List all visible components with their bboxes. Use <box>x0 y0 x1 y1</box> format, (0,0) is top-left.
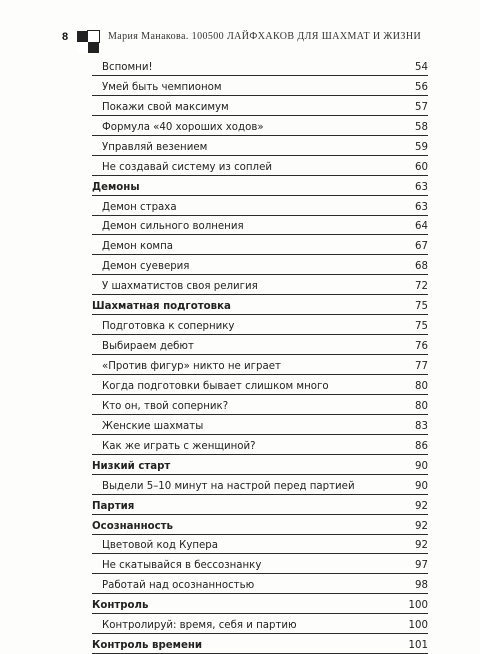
toc-entry-page: 58 <box>415 121 428 133</box>
toc-section-row <box>92 355 428 375</box>
toc-section-row <box>92 335 428 355</box>
toc-section-row <box>92 554 428 574</box>
toc-chapter-row <box>92 594 428 614</box>
toc-entry-page: 68 <box>415 261 428 273</box>
toc-section-row <box>92 96 428 116</box>
toc-section-row <box>92 116 428 136</box>
toc-entry-title: Не скатывайся в бессознанку <box>102 560 262 572</box>
toc-entry-page: 92 <box>415 500 428 512</box>
toc-section-row <box>92 275 428 295</box>
toc-entry-title: Демон страха <box>102 201 177 213</box>
toc-entry-title: Демон суеверия <box>102 261 190 273</box>
toc-entry-title: Контролируй: время, себя и партию <box>102 620 297 632</box>
toc-entry-page: 100 <box>408 620 428 632</box>
running-header: Мария Манакова. 100500 ЛАЙФХАКОВ ДЛЯ ШАХМАТ И ЖИЗНИ <box>108 31 422 42</box>
toc-entry-title: Умей быть чемпионом <box>102 81 222 93</box>
toc-entry-page: 75 <box>415 301 428 313</box>
toc-entry-title: Женские шахматы <box>102 420 204 432</box>
toc-entry-page: 54 <box>415 61 428 73</box>
toc-entry-title: Не создавай систему из соплей <box>102 161 272 173</box>
toc-entry-page: 90 <box>415 460 428 472</box>
toc-entry-page: 80 <box>415 400 428 412</box>
toc-entry-page: 67 <box>415 241 428 253</box>
toc-entry-title: Демон сильного волнения <box>102 221 244 233</box>
table-of-contents <box>92 56 428 654</box>
toc-chapter-row <box>92 295 428 315</box>
toc-chapter-row <box>92 176 428 196</box>
toc-section-row <box>92 136 428 156</box>
toc-entry-title: «Против фигур» никто не играет <box>102 361 281 372</box>
toc-entry-page: 101 <box>408 640 428 652</box>
toc-entry-page: 63 <box>415 181 428 193</box>
toc-section-row <box>92 76 428 96</box>
toc-section-row <box>92 216 428 236</box>
toc-entry-title: Подготовка к сопернику <box>102 321 235 333</box>
toc-section-row <box>92 375 428 395</box>
toc-entry-title: Низкий старт <box>92 460 171 472</box>
toc-entry-title: Вспомни! <box>102 61 153 73</box>
toc-entry-page: 86 <box>415 440 428 452</box>
toc-section-row <box>92 255 428 275</box>
toc-entry-page: 59 <box>415 141 428 153</box>
toc-entry-page: 77 <box>415 361 428 372</box>
toc-entry-title: Цветовой код Купера <box>102 540 219 552</box>
toc-entry-page: 80 <box>415 380 428 392</box>
toc-entry-page: 56 <box>415 81 428 93</box>
toc-entry-page: 63 <box>415 201 428 213</box>
toc-section-row <box>92 435 428 455</box>
toc-entry-page: 98 <box>415 580 428 592</box>
chessboard-logo-icon <box>77 31 99 53</box>
toc-entry-title: Контроль времени <box>92 640 203 652</box>
toc-section-row <box>92 315 428 335</box>
toc-section-row <box>92 475 428 495</box>
toc-section-row <box>92 535 428 555</box>
toc-entry-page: 57 <box>415 101 428 113</box>
toc-section-row <box>92 196 428 216</box>
toc-entry-title: Как же играть с женщиной? <box>102 440 256 452</box>
toc-chapter-row <box>92 634 428 654</box>
toc-entry-page: 92 <box>415 520 428 532</box>
page-number: 8 <box>62 31 69 43</box>
toc-chapter-row <box>92 515 428 535</box>
toc-entry-page: 92 <box>415 540 428 552</box>
toc-section-row <box>92 415 428 435</box>
toc-entry-title: Осознанность <box>92 520 173 532</box>
toc-section-row <box>92 395 428 415</box>
toc-entry-title: У шахматистов своя религия <box>102 281 258 293</box>
toc-section-row <box>92 156 428 176</box>
toc-entry-title: Формула «40 хороших ходов» <box>102 121 264 133</box>
toc-entry-title: Покажи свой максимум <box>102 101 229 113</box>
toc-entry-title: Выдели 5–10 минут на настрой перед партией <box>102 480 355 492</box>
toc-entry-title: Партия <box>92 500 135 512</box>
toc-entry-page: 83 <box>415 420 428 432</box>
toc-entry-page: 60 <box>415 161 428 173</box>
toc-entry-page: 75 <box>415 321 428 333</box>
toc-entry-page: 90 <box>415 480 428 492</box>
toc-entry-title: Работай над осознанностью <box>102 580 255 592</box>
toc-entry-page: 97 <box>415 560 428 572</box>
toc-section-row <box>92 235 428 255</box>
toc-section-row <box>92 574 428 594</box>
toc-entry-page: 100 <box>408 600 428 612</box>
toc-entry-page: 72 <box>415 281 428 293</box>
toc-entry-title: Кто он, твой соперник? <box>102 400 229 412</box>
toc-entry-page: 76 <box>415 341 428 353</box>
toc-entry-title: Шахматная подготовка <box>92 301 231 313</box>
toc-chapter-row <box>92 455 428 475</box>
toc-section-row <box>92 614 428 634</box>
toc-entry-title: Контроль <box>92 600 149 612</box>
toc-entry-title: Управляй везением <box>102 141 208 153</box>
toc-chapter-row <box>92 495 428 515</box>
toc-entry-title: Демоны <box>92 181 140 193</box>
toc-section-row <box>92 56 428 76</box>
toc-entry-page: 64 <box>415 221 428 233</box>
page-header <box>0 0 480 60</box>
toc-entry-title: Когда подготовки бывает слишком много <box>102 380 329 392</box>
toc-entry-title: Демон компа <box>102 241 174 253</box>
toc-entry-title: Выбираем дебют <box>102 341 194 353</box>
